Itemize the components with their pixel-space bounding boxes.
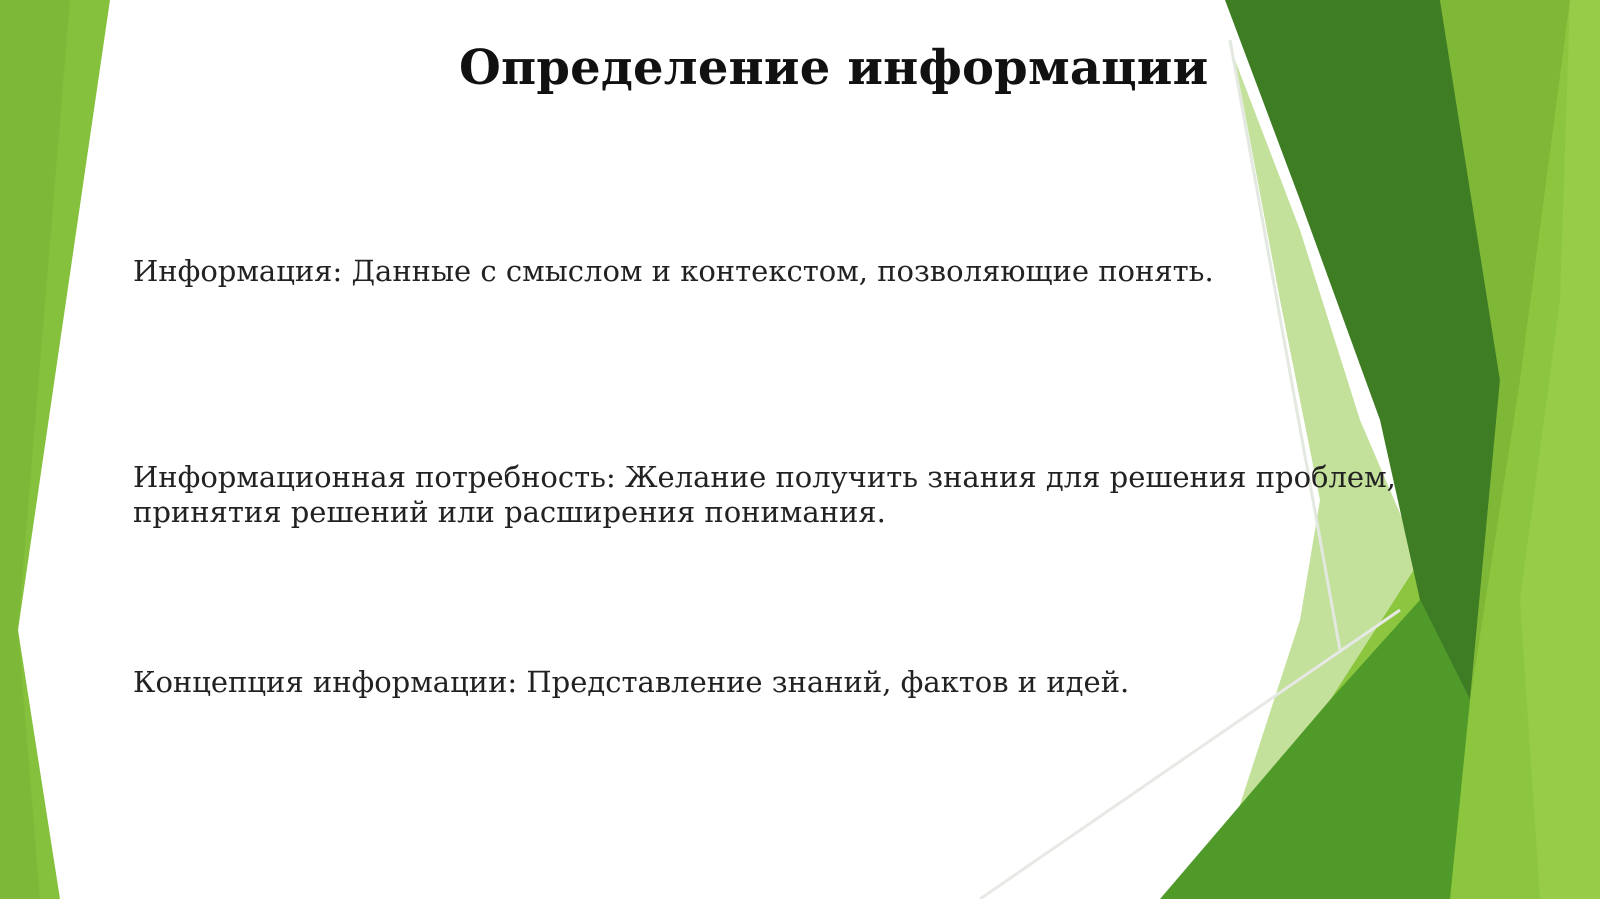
slide-title: Определение информации [459,40,1209,96]
definition-information-need: Информационная потребность: Желание получить знания для решения проблем, принятия решений или расширения понимания. [133,460,1396,529]
definition-information: Информация: Данные с смыслом и контекстом, позволяющие понять. [133,254,1214,288]
definition-information-concept: Концепция информации: Представление знаний, фактов и идей. [133,665,1130,699]
